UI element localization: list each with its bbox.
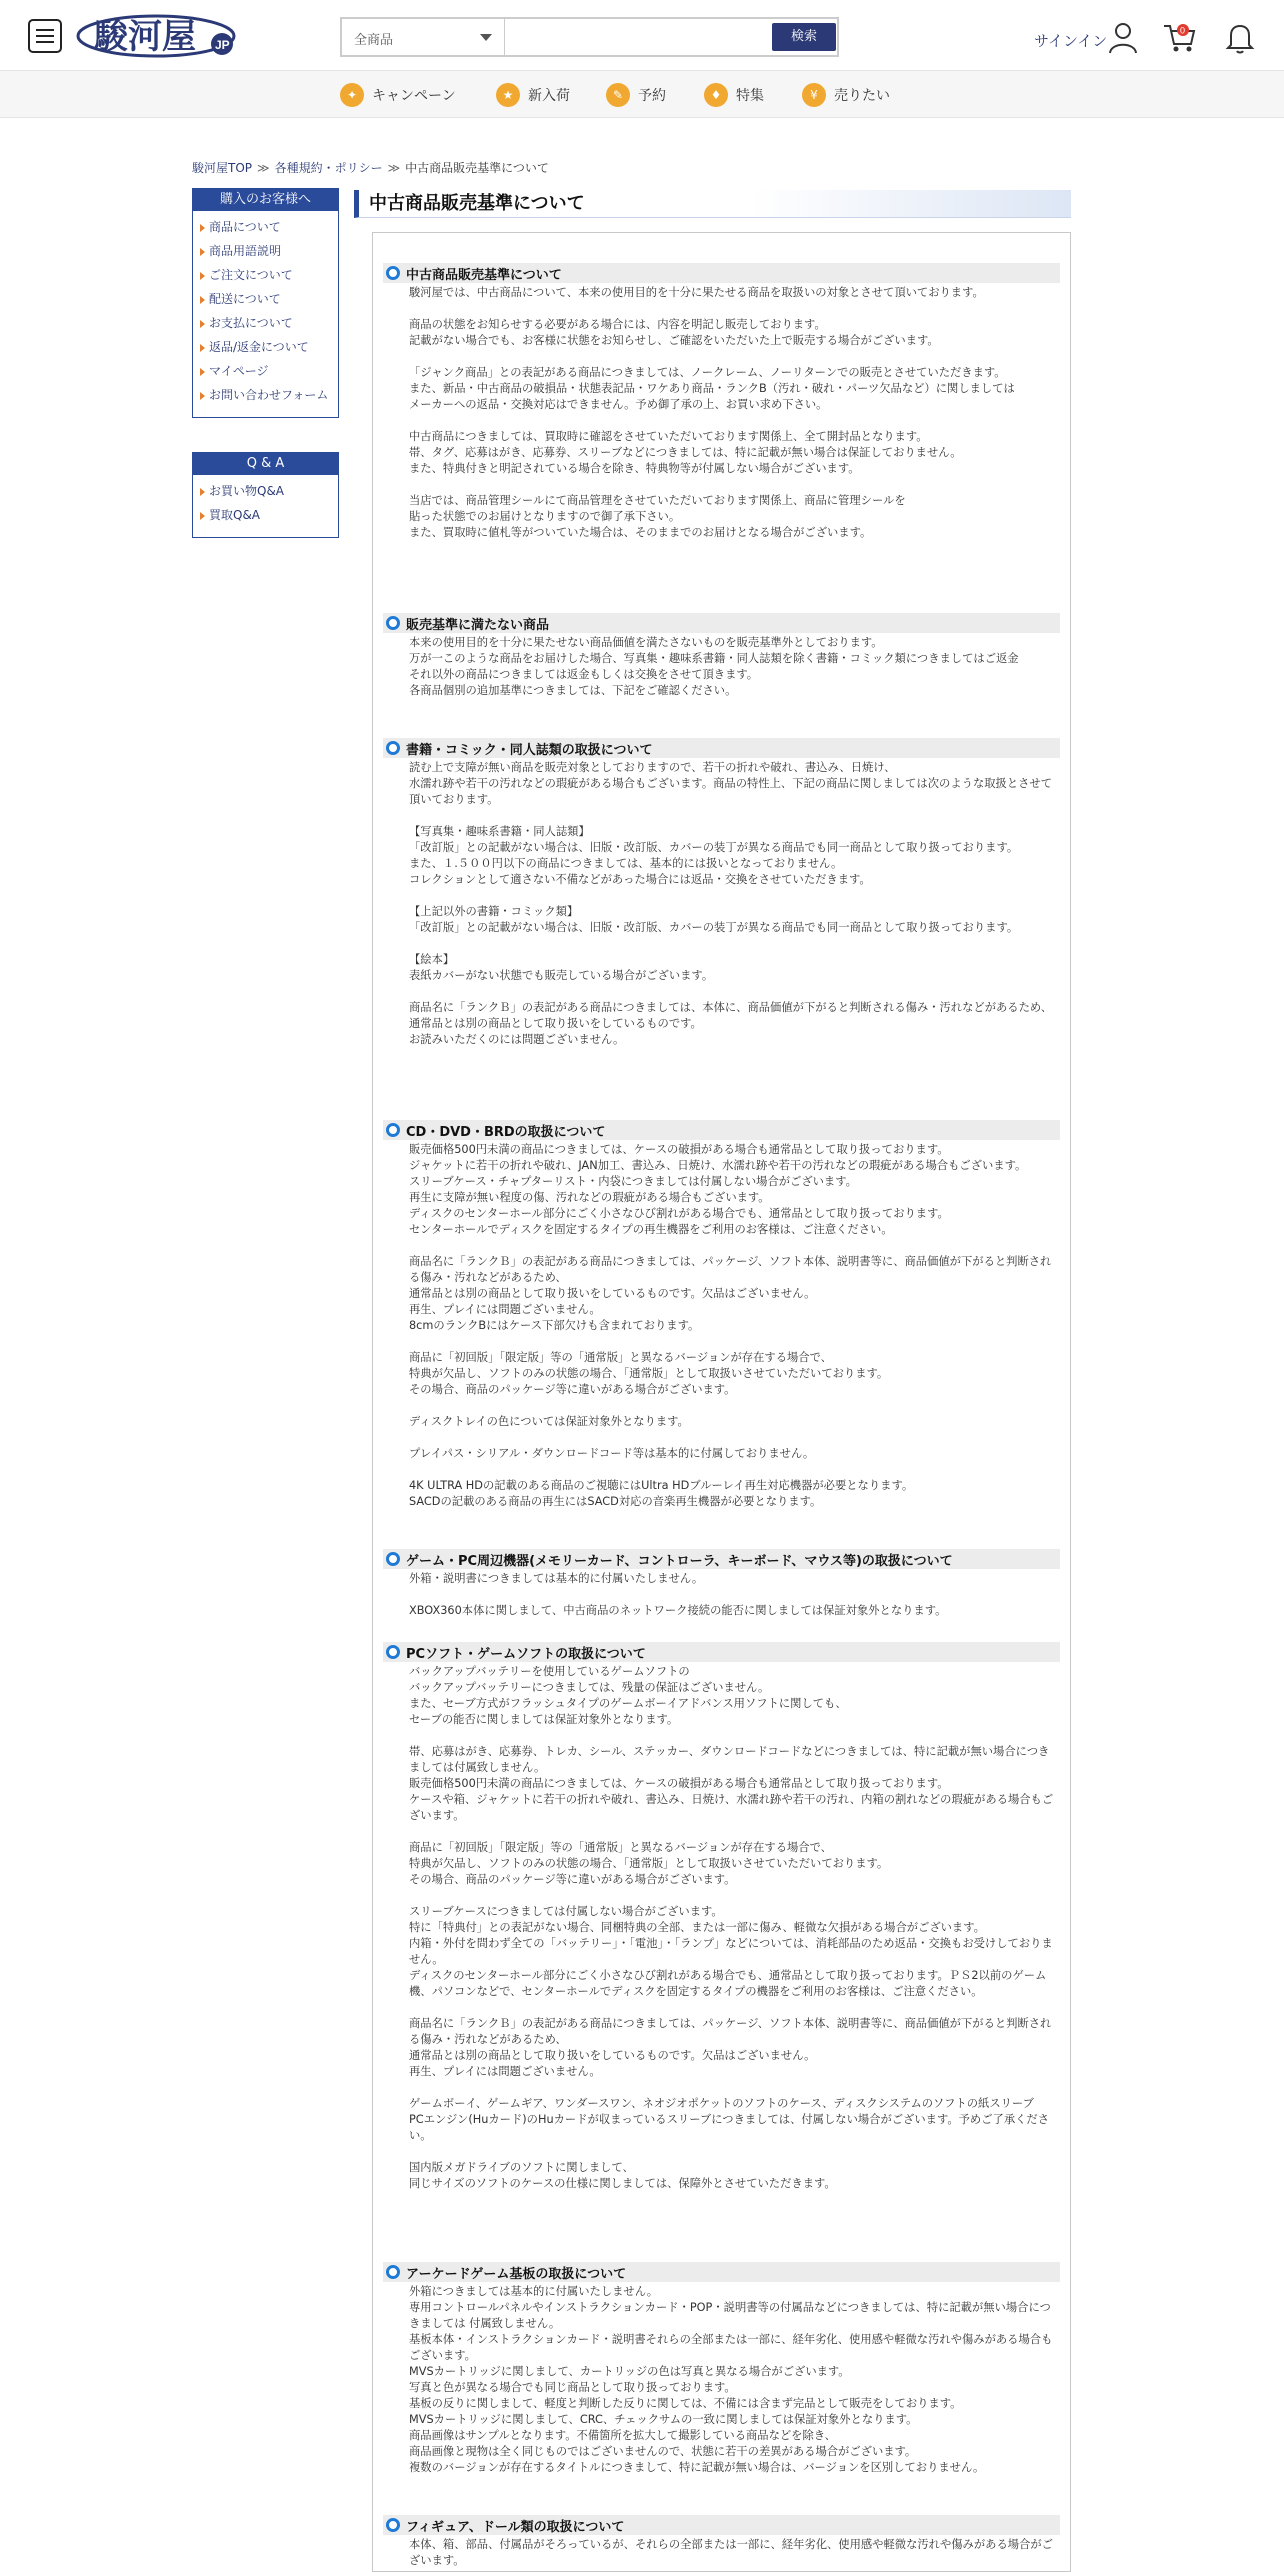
- section-heading: [383, 613, 1060, 633]
- section-body: 本体、箱、部品、付属品がそろっているが、それらの全部または一部に、経年劣化、使用感や軽微な汚れや傷みがある場合がございます。: [409, 2538, 1053, 2567]
- sidebar-item-orders[interactable]: ご注文について: [209, 267, 332, 283]
- policy-content: [372, 232, 1071, 2572]
- cart-icon[interactable]: [1163, 22, 1197, 54]
- nav-label: 新入荷: [528, 88, 570, 104]
- section-heading: [383, 263, 1060, 283]
- sidebar-qa-title: Q & A: [193, 453, 338, 475]
- breadcrumb-current: 中古商品販売基準について: [405, 161, 549, 175]
- feature-icon: ♦: [704, 83, 728, 107]
- circle-bullet-icon: [386, 741, 400, 755]
- circle-bullet-icon: [386, 2265, 400, 2279]
- category-select-value: 全商品: [354, 33, 394, 48]
- svg-text:駿河屋: 駿河屋: [94, 17, 196, 57]
- svg-text:JP: JP: [215, 38, 230, 52]
- reserve-icon: ✎: [606, 83, 630, 107]
- section-title: ゲーム・PC周辺機器(メモリーカード、コントローラ、キーボード、マウス等)の取扱について: [406, 1553, 953, 1569]
- section-body: 読む上で支障が無い商品を販売対象としておりますので、若干の折れや破れ、書込み、日焼け、 水濡れ跡や若干の汚れなどの瑕疵がある場合もございます。商品の特性上、下記の商品に関しましては次のような取扱とさせて頂いております。 【写真集・趣味系書籍・同人誌類】 「改訂版」との記載がない場合は、旧版・改訂版、カバーの装丁が異なる商品でも同一商品として取り扱っております。 また、１.５００円以下の商品につきましては、基本的には扱いとなっておりません。 コレクションとして適さない不備などがあった場合には返品・交換をさせていただきます。 【上記以外の書籍・コミック類】 「改訂版」との記載がない場合は、旧版・改訂版、カバーの装丁が異なる商品でも同一商品として取り扱っております。 【絵本】 表紙カバーがない状態でも販売している場合がございます。 商品名に「ランクＢ」の表記がある商品につきましては、本体に、商品価値が下がると判断される傷み・汚れなどがあるため、 通常品とは別の商品として取り扱いをしているものです。 お読みいただくのには問題ございません。: [409, 761, 1053, 1046]
- circle-bullet-icon: [386, 616, 400, 630]
- section-game-peripherals: [383, 1549, 1060, 1619]
- nav-label: 特集: [736, 88, 764, 104]
- sidebar-item-shipping[interactable]: 配送について: [209, 291, 332, 307]
- section-body: 販売価格500円未満の商品につきましては、ケースの破損がある場合も通常品として取り扱っております。 ジャケットに若干の折れや破れ、JAN加工、書込み、日焼け、水濡れ跡や若干の汚れなどの瑕疵がある場合もございます。 スリーブケース・チャプターリスト・内袋につきましては付属しない場合がございます。 再生に支障が無い程度の傷、汚れなどの瑕疵がある場合もございます。 ディスクのセンターホール部分にごく小さなひび割れがある場合でも、通常品として取り扱っております。 センターホールでディスクを固定するタイプの再生機器をご利用のお客様は、ご注意ください。 商品名に「ランクＢ」の表記がある商品につきましては、パッケージ、ソフト本体、説明書等に、商品価値が下がると判断される傷み・汚れなどがあるため、 通常品とは別の商品として取り扱いをしているものです。欠品はございません。 再生、プレイには問題ございません。 8cmのランクBにはケース下部欠けも含まれております。 商品に「初回版」「限定版」等の「通常版」と異なるバージョンが存在する場合で、 特典が欠品し、ソフトのみの状態の場合、「通常版」として取扱いさせていただいております。 その場合、商品のパッケージ等に違いがある場合がございます。 ディスクトレイの色については保証対象外となります。 プレイパス・シリアル・ダウンロードコード等は基本的に付属しておりません。 4K ULTRA HDの記載のある商品のご視聴にはUltra HDブルーレイ再生対応機器が必要となります。 SACDの記載のある商品の再生にはSACD対応の音楽再生機器が必要となります。: [409, 1143, 1052, 1508]
- section-heading: [383, 2515, 1060, 2535]
- nav-item-campaign[interactable]: [340, 83, 456, 107]
- section-heading: [383, 2262, 1060, 2282]
- breadcrumb-policies[interactable]: 各種規約・ポリシー: [274, 161, 383, 175]
- section-pc-game-software: [383, 1642, 1060, 2192]
- section-heading: [383, 1549, 1060, 1569]
- nav-item-sell[interactable]: [802, 83, 890, 107]
- new-icon: ★: [496, 83, 520, 107]
- section-title: 中古商品販売基準について: [406, 267, 562, 283]
- section-heading: [383, 1120, 1060, 1140]
- circle-bullet-icon: [386, 1645, 400, 1659]
- category-navbar: [0, 70, 1284, 118]
- user-icon[interactable]: [1108, 22, 1138, 54]
- nav-label: 予約: [638, 88, 666, 104]
- surugaya-logo[interactable]: [74, 10, 239, 60]
- chevron-down-icon: [480, 34, 492, 41]
- sidebar-item-shopping-qa[interactable]: お買い物Q&A: [209, 483, 332, 499]
- section-cd-dvd-brd: [383, 1120, 1060, 1510]
- section-body: 外箱につきましては基本的に付属いたしません。 専用コントロールパネルやインストラクションカード・POP・説明書等の付属品などにつきましては、特に記載が無い場合につきましては 付属致しません。 基板本体・インストラクションカード・説明書それらの全部または一部に、経年劣化、使用感や軽微な汚れや傷みがある場合もございます。 MVSカートリッジに関しまして、カートリッジの色は写真と異なる場合がございます。 写真と色が異なる場合でも同じ商品として取り扱っております。 基板の反りに関しまして、軽度と判断した反りに関しては、不備には含まず完品として販売をしております。 MVSカートリッジに関しまして、CRC、チェックサムの一致に関しましては保証対象外となります。 商品画像はサンプルとなります。不備箇所を拡大して撮影している商品などを除き、 商品画像と現物は全く同じものではございませんので、状態に若干の差異がある場合がございます。 複数のバージョンが存在するタイトルにつきまして、特に記載が無い場合は、バージョンを区別しておりません。: [409, 2285, 1053, 2474]
- site-header: [0, 0, 1284, 70]
- section-title: 販売基準に満たない商品: [406, 617, 550, 633]
- category-select[interactable]: [342, 19, 505, 55]
- section-figures-dolls: [383, 2515, 1060, 2569]
- circle-bullet-icon: [386, 266, 400, 280]
- breadcrumb-top[interactable]: 駿河屋TOP: [192, 161, 253, 175]
- breadcrumb-separator: ≫: [257, 161, 270, 175]
- hamburger-menu-icon[interactable]: [28, 19, 62, 53]
- section-title: アーケードゲーム基板の取扱について: [406, 2266, 627, 2282]
- sidebar-item-contact[interactable]: お問い合わせフォーム: [209, 387, 332, 403]
- section-body: 外箱・説明書につきましては基本的に付属いたしません。 XBOX360本体に関しまして、中古商品のネットワーク接続の能否に関しましては保証対象外となります。: [409, 1572, 947, 1617]
- section-title: フィギュア、ドール類の取扱について: [406, 2519, 625, 2535]
- search-button[interactable]: 検索: [772, 23, 836, 51]
- sidebar-item-buyback-qa[interactable]: 買取Q&A: [209, 507, 332, 523]
- nav-label: キャンペーン: [372, 88, 456, 104]
- section-arcade-boards: [383, 2262, 1060, 2476]
- sidebar-customer-box: [192, 188, 339, 418]
- search-bar: [340, 17, 839, 57]
- section-body: 本来の使用目的を十分に果たせない商品価値を満たさないものを販売基準外としております。 万が一このような商品をお届けした場合、写真集・趣味系書籍・同人誌類を除く書籍・コミック類につきましてはご返金 それ以外の商品につきましては返金もしくは交換をさせて頂きます。 各商品個別の追加基準につきましては、下記をご確認ください。: [409, 636, 1019, 697]
- section-title: CD・DVD・BRDの取扱について: [406, 1124, 606, 1140]
- bell-icon[interactable]: [1225, 21, 1255, 55]
- section-body: バックアップバッテリーを使用しているゲームソフトの バックアップバッテリーにつきましては、残量の保証はございません。 また、セーブ方式がフラッシュタイプのゲームボーイアドバンス用ソフトに関しても、 セーブの能否に関しましては保証対象外となります。 帯、応募はがき、応募券、トレカ、シール、ステッカー、ダウンロードコードなどにつきましては、特に記載が無い場合につきましては付属致しません。 販売価格500円未満の商品につきましては、ケースの破損がある場合も通常品として取り扱っております。 ケースや箱、ジャケットに若干の折れや破れ、書込み、日焼け、水濡れ跡や若干の汚れ、内箱の割れなどの瑕疵がある場合もございます。 商品に「初回版」「限定版」等の「通常版」と異なるバージョンが存在する場合で、 特典が欠品し、ソフトのみの状態の場合、「通常版」として取扱いさせていただいております。 その場合、商品のパッケージ等に違いがある場合がございます。 スリーブケースにつきましては付属しない場合がございます。 特に「特典付」との表記がない場合、同梱特典の全部、または一部に傷み、軽微な欠損がある場合がございます。 内箱・外付を問わず全ての「バッテリー」・「電池」・「ランプ」などについては、消耗部品のため返品・交換もお受けしておりません。 ディスクのセンターホール部分にごく小さなひび割れがある場合でも、通常品として取り扱っております。ＰＳ2以前のゲーム機、パソコンなどで、センターホールでディスクを固定するタイプの機器をご利用のお客様は、ご注意ください。 商品名に「ランクＢ」の表記がある商品につきましては、パッケージ、ソフト本体、説明書等に、商品価値が下がると判断される傷み・汚れなどがあるため、 通常品とは別の商品として取り扱いをしているものです。欠品はございません。 再生、プレイには問題ございません。 ゲームボーイ、ゲームギア、ワンダースワン、ネオジオポケットのソフトのケース、ディスクシステムのソフトの紙スリーブ PCエンジン(Huカード)のHuカードが収まっているスリーブにつきましては、付属しない場合がございます。予めご了承ください。 国内版メガドライブのソフトに関しまして、 同じサイズのソフトのケースの仕様に関しましては、保障外とさせていただきます。: [409, 1665, 1054, 2190]
- sidebar-item-returns[interactable]: 返品/返金について: [209, 339, 332, 355]
- section-title: PCソフト・ゲームソフトの取扱について: [406, 1646, 646, 1662]
- breadcrumb-separator: ≫: [387, 161, 401, 175]
- section-used-goods-standard: [383, 263, 1060, 541]
- section-books: [383, 738, 1060, 1048]
- signin-link[interactable]: サインイン: [1034, 32, 1108, 50]
- breadcrumb: [192, 159, 549, 176]
- sidebar-item-products[interactable]: 商品について: [209, 219, 332, 235]
- circle-bullet-icon: [386, 1123, 400, 1137]
- search-input[interactable]: [506, 19, 770, 55]
- section-body: 駿河屋では、中古商品について、本来の使用目的を十分に果たせる商品を取扱いの対象とさせて頂いております。 商品の状態をお知らせする必要がある場合には、内容を明記し販売しております。 記載がない場合でも、お客様に状態をお知らせし、ご確認をいただいた上で販売する場合がございます。 「ジャンク商品」との表記がある商品につきましては、ノークレーム、ノーリターンでの販売とさせていただきます。 また、新品・中古商品の破損品・状態表記品・ワケあり商品・ランクB（汚れ・破れ・パーツ欠品など）に関しましては メーカーへの返品・交換対応はできません。予め御了承の上、お買い求め下さい。 中古商品につきましては、買取時に確認をさせていただいております関係上、全て開封品となります。 帯、タグ、応募はがき、応募券、スリーブなどにつきましては、特に記載が無い場合は保証しておりません。 また、特典付きと明記されている場合を除き、特典物等が付属しない場合がございます。 当店では、商品管理シールにて商品管理をさせていただいております関係上、商品に管理シールを 貼った状態でのお届けとなりますので御了承下さい。 また、買取時に値札等がついていた場合は、そのままでのお届けとなる場合がございます。: [409, 286, 1015, 539]
- sidebar-item-mypage[interactable]: マイページ: [209, 363, 332, 379]
- nav-item-new-arrivals[interactable]: [496, 83, 570, 107]
- circle-bullet-icon: [386, 1552, 400, 1566]
- svg-text:0: 0: [1180, 25, 1186, 36]
- circle-bullet-icon: [386, 2518, 400, 2532]
- sidebar-qa-box: [192, 452, 339, 538]
- nav-label: 売りたい: [834, 88, 890, 104]
- nav-item-reserve[interactable]: [606, 83, 666, 107]
- sell-icon: ¥: [802, 83, 826, 107]
- section-heading: [383, 738, 1060, 758]
- sidebar-item-payment[interactable]: お支払について: [209, 315, 332, 331]
- section-title: 書籍・コミック・同人誌類の取扱について: [406, 742, 653, 758]
- section-heading: [383, 1642, 1060, 1662]
- megaphone-icon: ✦: [340, 83, 364, 107]
- sidebar-item-glossary[interactable]: 商品用語説明: [209, 243, 332, 259]
- section-below-standard: [383, 613, 1060, 699]
- page-title: 中古商品販売基準について: [354, 190, 1071, 218]
- sidebar-customer-title: 購入のお客様へ: [193, 189, 338, 211]
- nav-item-feature[interactable]: [704, 83, 764, 107]
